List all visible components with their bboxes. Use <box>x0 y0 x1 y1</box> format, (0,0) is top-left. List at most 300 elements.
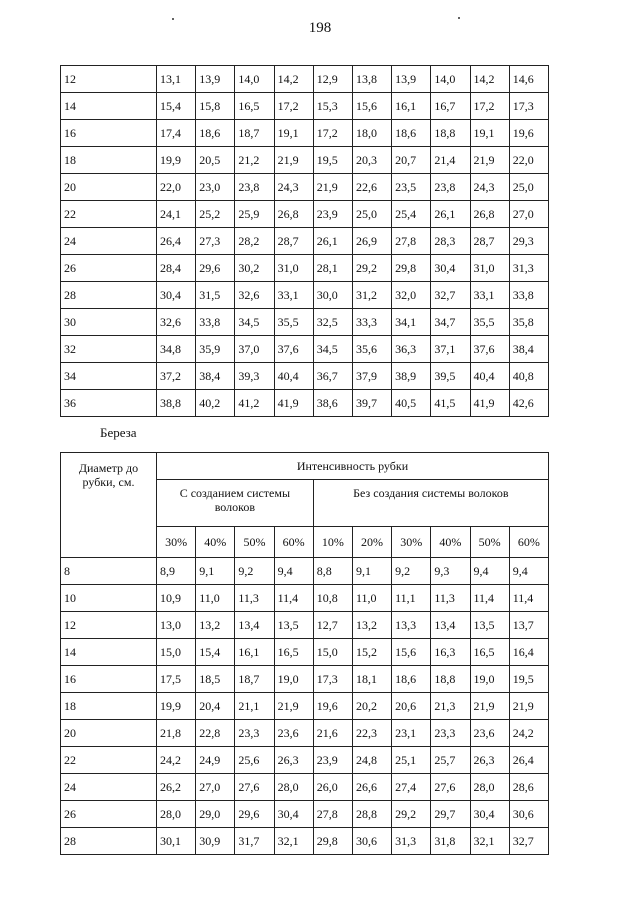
header-without-system: Без создания системы волоков <box>313 480 548 527</box>
value-cell: 37,2 <box>157 363 196 390</box>
value-cell: 16,1 <box>235 639 274 666</box>
diameter-cell: 16 <box>61 666 157 693</box>
value-cell: 23,9 <box>313 201 352 228</box>
value-cell: 15,0 <box>157 639 196 666</box>
table-row <box>61 93 549 120</box>
value-cell: 8,9 <box>157 558 196 585</box>
value-cell: 11,4 <box>470 585 509 612</box>
value-cell: 36,3 <box>392 336 431 363</box>
value-cell: 14,6 <box>509 66 548 93</box>
value-cell: 21,1 <box>235 693 274 720</box>
value-cell: 37,1 <box>431 336 470 363</box>
value-cell: 29,6 <box>196 255 235 282</box>
value-cell: 15,8 <box>196 93 235 120</box>
value-cell: 28,0 <box>470 774 509 801</box>
value-cell: 18,7 <box>235 120 274 147</box>
value-cell: 24,1 <box>157 201 196 228</box>
value-cell: 26,1 <box>431 201 470 228</box>
value-cell: 31,8 <box>431 828 470 855</box>
value-cell: 41,5 <box>431 390 470 417</box>
value-cell: 20,7 <box>392 147 431 174</box>
value-cell: 13,3 <box>392 612 431 639</box>
value-cell: 31,3 <box>392 828 431 855</box>
value-cell: 26,9 <box>352 228 391 255</box>
table-row <box>61 585 549 612</box>
value-cell: 37,6 <box>470 336 509 363</box>
value-cell: 35,5 <box>274 309 313 336</box>
value-cell: 19,1 <box>470 120 509 147</box>
value-cell: 25,6 <box>235 747 274 774</box>
value-cell: 21,4 <box>431 147 470 174</box>
value-cell: 34,5 <box>235 309 274 336</box>
value-cell: 34,8 <box>157 336 196 363</box>
value-cell: 32,6 <box>157 309 196 336</box>
diameter-cell: 26 <box>61 255 157 282</box>
value-cell: 17,2 <box>470 93 509 120</box>
table-row <box>61 774 549 801</box>
value-cell: 24,2 <box>509 720 548 747</box>
value-cell: 29,8 <box>392 255 431 282</box>
value-cell: 16,7 <box>431 93 470 120</box>
value-cell: 11,1 <box>392 585 431 612</box>
value-cell: 25,7 <box>431 747 470 774</box>
table-row <box>61 720 549 747</box>
diameter-cell: 22 <box>61 201 157 228</box>
value-cell: 29,2 <box>392 801 431 828</box>
diameter-cell: 12 <box>61 66 157 93</box>
value-cell: 35,6 <box>352 336 391 363</box>
value-cell: 23,6 <box>470 720 509 747</box>
table-row <box>61 828 549 855</box>
value-cell: 41,2 <box>235 390 274 417</box>
table-row <box>61 309 549 336</box>
diameter-cell: 28 <box>61 282 157 309</box>
value-cell: 31,5 <box>196 282 235 309</box>
table-row <box>61 747 549 774</box>
table-row <box>61 639 549 666</box>
value-cell: 38,6 <box>313 390 352 417</box>
value-cell: 13,8 <box>352 66 391 93</box>
value-cell: 30,4 <box>157 282 196 309</box>
table-row <box>61 282 549 309</box>
value-cell: 9,1 <box>196 558 235 585</box>
value-cell: 32,1 <box>470 828 509 855</box>
value-cell: 21,9 <box>274 693 313 720</box>
table-row <box>61 666 549 693</box>
value-cell: 9,4 <box>509 558 548 585</box>
value-cell: 9,4 <box>470 558 509 585</box>
table-row <box>61 120 549 147</box>
diameter-cell: 24 <box>61 228 157 255</box>
value-cell: 27,8 <box>392 228 431 255</box>
value-cell: 9,2 <box>235 558 274 585</box>
scan-speck <box>458 17 460 19</box>
table-row <box>61 201 549 228</box>
value-cell: 31,0 <box>470 255 509 282</box>
percent-header-cell: 60% <box>509 527 548 558</box>
value-cell: 20,2 <box>352 693 391 720</box>
value-cell: 30,4 <box>274 801 313 828</box>
value-cell: 24,3 <box>274 174 313 201</box>
value-cell: 26,3 <box>274 747 313 774</box>
value-cell: 32,6 <box>235 282 274 309</box>
value-cell: 23,8 <box>235 174 274 201</box>
table-row <box>61 390 549 417</box>
value-cell: 30,4 <box>470 801 509 828</box>
value-cell: 28,1 <box>313 255 352 282</box>
diameter-cell: 36 <box>61 390 157 417</box>
value-cell: 39,3 <box>235 363 274 390</box>
value-cell: 29,6 <box>235 801 274 828</box>
value-cell: 15,2 <box>352 639 391 666</box>
value-cell: 15,4 <box>157 93 196 120</box>
percent-header-cell: 40% <box>196 527 235 558</box>
percent-header-cell: 20% <box>352 527 391 558</box>
value-cell: 21,9 <box>509 693 548 720</box>
value-cell: 13,5 <box>470 612 509 639</box>
value-cell: 29,8 <box>313 828 352 855</box>
value-cell: 26,0 <box>313 774 352 801</box>
value-cell: 11,4 <box>509 585 548 612</box>
diameter-cell: 20 <box>61 174 157 201</box>
value-cell: 24,9 <box>196 747 235 774</box>
diameter-cell: 26 <box>61 801 157 828</box>
value-cell: 9,4 <box>274 558 313 585</box>
value-cell: 18,7 <box>235 666 274 693</box>
value-cell: 13,9 <box>392 66 431 93</box>
value-cell: 21,9 <box>274 147 313 174</box>
diameter-cell: 16 <box>61 120 157 147</box>
value-cell: 13,5 <box>274 612 313 639</box>
percent-header-cell: 50% <box>235 527 274 558</box>
continued-data-table <box>60 65 549 417</box>
diameter-cell: 32 <box>61 336 157 363</box>
value-cell: 30,6 <box>509 801 548 828</box>
value-cell: 23,8 <box>431 174 470 201</box>
diameter-cell: 14 <box>61 93 157 120</box>
value-cell: 25,4 <box>392 201 431 228</box>
diameter-cell: 24 <box>61 774 157 801</box>
diameter-cell: 12 <box>61 612 157 639</box>
value-cell: 24,3 <box>470 174 509 201</box>
value-cell: 27,3 <box>196 228 235 255</box>
header-intensity: Интенсивность рубки <box>157 453 549 480</box>
value-cell: 36,7 <box>313 363 352 390</box>
value-cell: 24,8 <box>352 747 391 774</box>
value-cell: 21,2 <box>235 147 274 174</box>
value-cell: 29,3 <box>509 228 548 255</box>
table-row <box>61 255 549 282</box>
value-cell: 17,3 <box>313 666 352 693</box>
value-cell: 33,8 <box>196 309 235 336</box>
table-row <box>61 612 549 639</box>
value-cell: 18,6 <box>392 120 431 147</box>
value-cell: 15,6 <box>392 639 431 666</box>
value-cell: 28,8 <box>352 801 391 828</box>
table-row <box>61 693 549 720</box>
value-cell: 30,2 <box>235 255 274 282</box>
value-cell: 25,2 <box>196 201 235 228</box>
value-cell: 26,8 <box>470 201 509 228</box>
value-cell: 26,1 <box>313 228 352 255</box>
diameter-cell: 22 <box>61 747 157 774</box>
value-cell: 34,5 <box>313 336 352 363</box>
value-cell: 20,5 <box>196 147 235 174</box>
value-cell: 27,8 <box>313 801 352 828</box>
value-cell: 32,0 <box>392 282 431 309</box>
value-cell: 32,7 <box>509 828 548 855</box>
value-cell: 19,0 <box>470 666 509 693</box>
value-cell: 26,6 <box>352 774 391 801</box>
value-cell: 18,1 <box>352 666 391 693</box>
value-cell: 22,0 <box>157 174 196 201</box>
value-cell: 23,6 <box>274 720 313 747</box>
percent-header-cell: 10% <box>313 527 352 558</box>
value-cell: 13,2 <box>352 612 391 639</box>
value-cell: 13,2 <box>196 612 235 639</box>
value-cell: 40,4 <box>470 363 509 390</box>
percent-header-cell: 40% <box>431 527 470 558</box>
header-diameter: Диаметр до рубки, см. <box>61 453 157 558</box>
value-cell: 38,4 <box>196 363 235 390</box>
value-cell: 11,4 <box>274 585 313 612</box>
value-cell: 28,0 <box>274 774 313 801</box>
value-cell: 40,2 <box>196 390 235 417</box>
value-cell: 14,0 <box>431 66 470 93</box>
value-cell: 11,3 <box>431 585 470 612</box>
value-cell: 32,5 <box>313 309 352 336</box>
value-cell: 20,4 <box>196 693 235 720</box>
value-cell: 38,4 <box>509 336 548 363</box>
value-cell: 31,0 <box>274 255 313 282</box>
page-number: 198 <box>308 20 332 36</box>
value-cell: 22,3 <box>352 720 391 747</box>
diameter-cell: 18 <box>61 147 157 174</box>
value-cell: 20,6 <box>392 693 431 720</box>
diameter-cell: 14 <box>61 639 157 666</box>
value-cell: 41,9 <box>274 390 313 417</box>
value-cell: 12,9 <box>313 66 352 93</box>
diameter-cell: 18 <box>61 693 157 720</box>
percent-header-cell: 30% <box>392 527 431 558</box>
value-cell: 27,0 <box>509 201 548 228</box>
value-cell: 23,3 <box>431 720 470 747</box>
value-cell: 16,1 <box>392 93 431 120</box>
value-cell: 17,2 <box>313 120 352 147</box>
diameter-cell: 20 <box>61 720 157 747</box>
value-cell: 19,6 <box>509 120 548 147</box>
table-row <box>61 174 549 201</box>
diameter-cell: 10 <box>61 585 157 612</box>
value-cell: 26,2 <box>157 774 196 801</box>
value-cell: 17,3 <box>509 93 548 120</box>
value-cell: 22,6 <box>352 174 391 201</box>
value-cell: 35,9 <box>196 336 235 363</box>
value-cell: 41,9 <box>470 390 509 417</box>
value-cell: 30,0 <box>313 282 352 309</box>
value-cell: 17,5 <box>157 666 196 693</box>
table-row <box>61 336 549 363</box>
value-cell: 28,3 <box>431 228 470 255</box>
value-cell: 13,4 <box>235 612 274 639</box>
value-cell: 26,3 <box>470 747 509 774</box>
value-cell: 11,0 <box>196 585 235 612</box>
value-cell: 37,6 <box>274 336 313 363</box>
section-label: Береза <box>100 425 137 440</box>
value-cell: 28,6 <box>509 774 548 801</box>
value-cell: 13,0 <box>157 612 196 639</box>
value-cell: 16,5 <box>235 93 274 120</box>
value-cell: 26,4 <box>157 228 196 255</box>
percent-header-cell: 50% <box>470 527 509 558</box>
value-cell: 31,3 <box>509 255 548 282</box>
value-cell: 19,5 <box>313 147 352 174</box>
value-cell: 15,4 <box>196 639 235 666</box>
value-cell: 30,9 <box>196 828 235 855</box>
value-cell: 19,0 <box>274 666 313 693</box>
value-cell: 31,7 <box>235 828 274 855</box>
value-cell: 15,3 <box>313 93 352 120</box>
value-cell: 28,7 <box>470 228 509 255</box>
value-cell: 40,4 <box>274 363 313 390</box>
value-cell: 39,7 <box>352 390 391 417</box>
header-with-system: С созданием системы волоков <box>157 480 314 527</box>
table-row <box>61 801 549 828</box>
value-cell: 13,4 <box>431 612 470 639</box>
value-cell: 19,9 <box>157 693 196 720</box>
table-row <box>61 363 549 390</box>
value-cell: 16,5 <box>274 639 313 666</box>
value-cell: 33,1 <box>470 282 509 309</box>
value-cell: 28,4 <box>157 255 196 282</box>
value-cell: 25,0 <box>509 174 548 201</box>
birch-data-table <box>60 452 549 855</box>
diameter-cell: 30 <box>61 309 157 336</box>
value-cell: 9,1 <box>352 558 391 585</box>
value-cell: 19,1 <box>274 120 313 147</box>
value-cell: 14,0 <box>235 66 274 93</box>
value-cell: 25,9 <box>235 201 274 228</box>
diameter-cell: 8 <box>61 558 157 585</box>
value-cell: 28,2 <box>235 228 274 255</box>
value-cell: 26,8 <box>274 201 313 228</box>
value-cell: 33,1 <box>274 282 313 309</box>
value-cell: 30,1 <box>157 828 196 855</box>
value-cell: 11,3 <box>235 585 274 612</box>
diameter-cell: 28 <box>61 828 157 855</box>
value-cell: 18,6 <box>196 120 235 147</box>
value-cell: 27,6 <box>235 774 274 801</box>
value-cell: 19,5 <box>509 666 548 693</box>
value-cell: 31,2 <box>352 282 391 309</box>
value-cell: 34,1 <box>392 309 431 336</box>
value-cell: 16,5 <box>470 639 509 666</box>
header-row <box>61 453 549 480</box>
value-cell: 18,6 <box>392 666 431 693</box>
value-cell: 20,3 <box>352 147 391 174</box>
value-cell: 15,6 <box>352 93 391 120</box>
value-cell: 23,0 <box>196 174 235 201</box>
value-cell: 30,6 <box>352 828 391 855</box>
value-cell: 21,9 <box>313 174 352 201</box>
value-cell: 23,9 <box>313 747 352 774</box>
value-cell: 32,1 <box>274 828 313 855</box>
value-cell: 28,0 <box>157 801 196 828</box>
value-cell: 27,4 <box>392 774 431 801</box>
value-cell: 39,5 <box>431 363 470 390</box>
value-cell: 23,5 <box>392 174 431 201</box>
value-cell: 13,1 <box>157 66 196 93</box>
value-cell: 9,3 <box>431 558 470 585</box>
value-cell: 18,8 <box>431 120 470 147</box>
table-row <box>61 66 549 93</box>
value-cell: 9,2 <box>392 558 431 585</box>
value-cell: 21,3 <box>431 693 470 720</box>
value-cell: 14,2 <box>274 66 313 93</box>
value-cell: 18,5 <box>196 666 235 693</box>
value-cell: 34,7 <box>431 309 470 336</box>
table-row <box>61 147 549 174</box>
value-cell: 10,9 <box>157 585 196 612</box>
value-cell: 29,2 <box>352 255 391 282</box>
value-cell: 35,5 <box>470 309 509 336</box>
value-cell: 11,0 <box>352 585 391 612</box>
value-cell: 23,3 <box>235 720 274 747</box>
value-cell: 15,0 <box>313 639 352 666</box>
value-cell: 33,3 <box>352 309 391 336</box>
value-cell: 10,8 <box>313 585 352 612</box>
value-cell: 29,7 <box>431 801 470 828</box>
value-cell: 40,5 <box>392 390 431 417</box>
value-cell: 18,0 <box>352 120 391 147</box>
value-cell: 25,0 <box>352 201 391 228</box>
value-cell: 13,7 <box>509 612 548 639</box>
value-cell: 19,9 <box>157 147 196 174</box>
value-cell: 13,9 <box>196 66 235 93</box>
percent-header-cell: 30% <box>157 527 196 558</box>
value-cell: 16,3 <box>431 639 470 666</box>
value-cell: 38,8 <box>157 390 196 417</box>
value-cell: 17,2 <box>274 93 313 120</box>
value-cell: 14,2 <box>470 66 509 93</box>
value-cell: 26,4 <box>509 747 548 774</box>
table-row <box>61 558 549 585</box>
value-cell: 42,6 <box>509 390 548 417</box>
value-cell: 29,0 <box>196 801 235 828</box>
value-cell: 18,8 <box>431 666 470 693</box>
value-cell: 37,0 <box>235 336 274 363</box>
value-cell: 17,4 <box>157 120 196 147</box>
value-cell: 21,6 <box>313 720 352 747</box>
value-cell: 28,7 <box>274 228 313 255</box>
value-cell: 21,9 <box>470 147 509 174</box>
value-cell: 12,7 <box>313 612 352 639</box>
value-cell: 25,1 <box>392 747 431 774</box>
value-cell: 22,8 <box>196 720 235 747</box>
value-cell: 21,9 <box>470 693 509 720</box>
value-cell: 23,1 <box>392 720 431 747</box>
value-cell: 33,8 <box>509 282 548 309</box>
value-cell: 37,9 <box>352 363 391 390</box>
value-cell: 16,4 <box>509 639 548 666</box>
value-cell: 35,8 <box>509 309 548 336</box>
percent-header-cell: 60% <box>274 527 313 558</box>
value-cell: 27,0 <box>196 774 235 801</box>
value-cell: 19,6 <box>313 693 352 720</box>
value-cell: 24,2 <box>157 747 196 774</box>
diameter-cell: 34 <box>61 363 157 390</box>
value-cell: 22,0 <box>509 147 548 174</box>
